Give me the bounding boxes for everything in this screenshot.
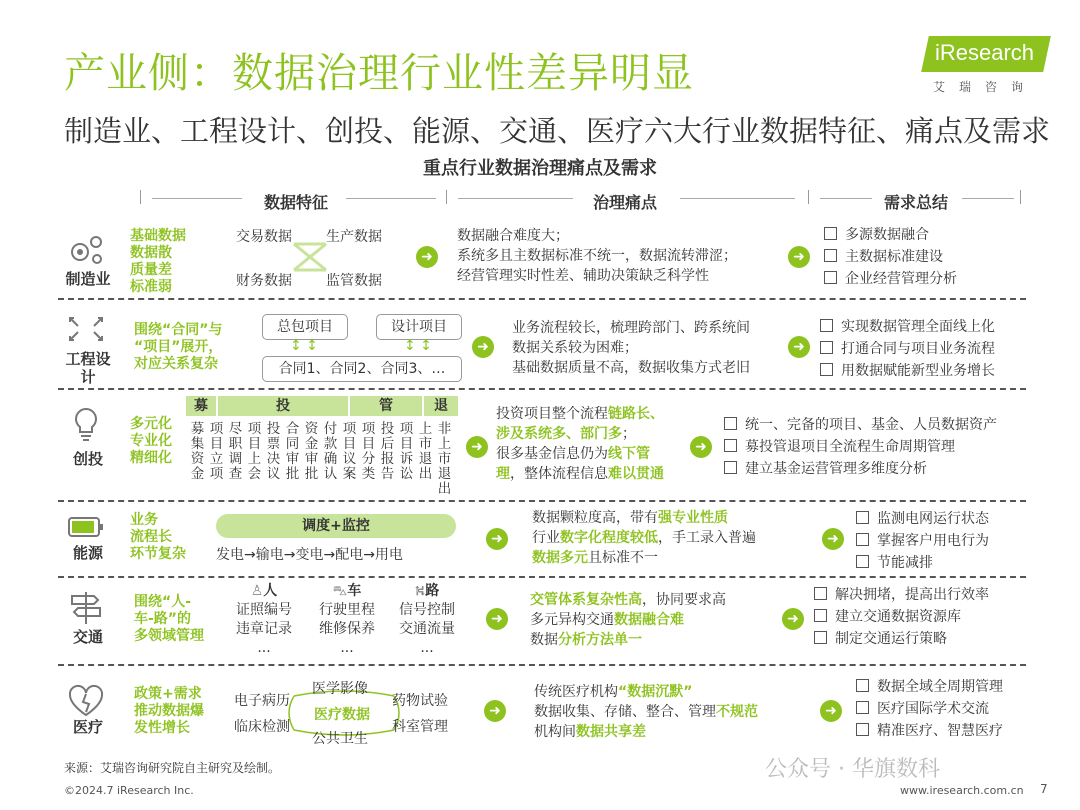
sector-label: 工程设计 [65,350,111,386]
feature-text: 围绕“合同”与 “项目”展开， 对应关系复杂 [134,322,223,372]
source-note: 来源：艾瑞咨询研究院自主研究及绘制。 [64,761,281,775]
vc-process-step: 项目诉讼 [399,421,414,482]
expand-icon [66,314,106,350]
vc-process-step: 项目上会 [247,421,262,482]
header-divider [808,190,809,204]
cross-arrows-icon [290,240,330,278]
vc-process-step: 非上市退出 [437,421,452,497]
logo-sub: 艾瑞咨询 [933,80,1038,94]
bulb-icon [66,406,106,442]
page-title: 产业侧：数据治理行业性差异明显 [64,49,694,97]
medical-item: 药物试验 [392,693,448,709]
header-line [458,198,573,199]
need-list: 监测电网运行状态 掌握客户用电行为 节能减排 [856,508,989,574]
row-separator [58,500,1026,502]
feature-text: 基础数据 数据散 质量差 标准弱 [130,228,186,295]
pain-text: 传统医疗机构“数据沉默” 数据收集、存储、整合、管理不规范 机构间数据共享差 [534,684,758,740]
medical-item: 医学影像 [312,681,368,697]
vc-process-step: 付款确认 [323,421,338,482]
logo-brand: iResearch [935,40,1035,65]
stage-label: 投 [218,396,348,416]
sector-label: 创投 [72,450,103,468]
car-icon: ⛍ [332,583,348,599]
vc-process-step: 投票决议 [266,421,281,482]
website: www.iresearch.com.cn [900,784,1024,797]
vc-process-step: 项目议案 [342,421,357,482]
chart-title: 重点行业数据治理痛点及需求 [423,158,657,179]
medical-data-map [234,676,464,750]
person-icon: ♙ [250,583,264,599]
stage-label: 退 [424,396,458,416]
header-divider [446,190,447,204]
vc-process-step: 上市退出 [418,421,433,482]
vc-process-step: 项目立项 [209,421,224,482]
header-line [680,198,795,199]
page-number: 7 [1040,782,1048,796]
need-list: 解决拥堵，提高出行效率 建立交通数据资源库 制定交通运行策略 [814,584,989,650]
copyright: ©2024.7 iResearch Inc. [64,784,194,797]
header-pain: 治理痛点 [592,193,657,212]
arrow-right-icon: ➜ [466,436,488,458]
feature-text: 政策+需求 推动数据爆 发性增长 [134,686,204,736]
link-arrows: ↕ ↕ [404,338,432,354]
header-line [962,198,1014,199]
vc-process-step: 资金审批 [304,421,319,482]
need-list: 多源数据融合 主数据标准建设 企业经营管理分析 [824,224,957,290]
row-separator [58,388,1026,390]
flow-node: 监管数据 [326,273,382,289]
pain-text: 数据融合难度大； 系统多且主数据标准不统一，数据流转滞涩； 经营管理实时性差、辅助决策缺乏科学性 [457,228,737,284]
header-line [152,198,242,199]
header-needs: 需求总结 [883,193,948,212]
medical-center: 医疗数据 [314,707,370,723]
stage-label: 管 [350,396,422,416]
row-separator [58,576,1026,578]
dispatch-bar: 调度+监控 [216,514,456,538]
medical-item: 公共卫生 [312,731,368,747]
page-subtitle: 制造业、工程设计、创投、能源、交通、医疗六大行业数据特征、痛点及需求 [64,114,1051,148]
project-box: 总包项目 [262,314,348,340]
row-separator [58,664,1026,666]
arrow-right-icon: ➜ [472,336,494,358]
sector-label: 能源 [72,544,103,562]
vc-process-step: 合同审批 [285,421,300,482]
heart-icon [66,684,106,720]
row-separator [58,298,1026,300]
arrow-right-icon: ➜ [690,436,712,458]
car-column: ⛍车 行驶里程 维修保养 ... [319,583,375,656]
medical-item: 电子病历 [234,693,290,709]
sector-label: 医疗 [72,718,103,736]
arrow-right-icon: ➜ [822,528,844,550]
feature-text: 围绕“人- 车-路”的 多领域管理 [134,594,204,644]
gears-icon [66,232,106,268]
road-icon: ⛕ [414,583,426,599]
pain-text: 交管体系复杂性高，协同要求高 多元异构交通数据融合难 数据分析方法单一 [530,592,726,648]
flow-node: 财务数据 [236,273,292,289]
iresearch-logo [925,36,1055,96]
need-list: 实现数据管理全面线上化 打通合同与项目业务流程 用数据赋能新型业务增长 [820,316,995,382]
pain-text: 数据颗粒度高，带有强专业性质 行业数字化程度较低，手工录入普遍 数据多元且标准不一 [532,510,756,566]
need-list: 数据全域全周期管理 医疗国际学术交流 精准医疗、智慧医疗 [856,676,1003,742]
header-line [820,198,872,199]
arrow-right-icon: ➜ [820,700,842,722]
sector-label: 交通 [72,628,103,646]
header-divider [1020,190,1021,204]
medical-item: 科室管理 [392,719,448,735]
feature-text: 业务 流程长 环节复杂 [130,512,186,562]
road-column: ⛕路 信号控制 交通流量 ... [399,583,455,656]
pain-text: 业务流程较长，梳理跨部门、跨系统间 数据关系较为困难； 基础数据质量不高，数据收集方式老旧 [512,320,750,376]
contract-box: 合同1、合同2、合同3、… [262,356,462,382]
vc-process-step: 募集资金 [190,421,205,482]
signpost-icon [66,590,106,626]
people-column: ♙人 证照编号 违章记录 ... [236,583,292,656]
link-arrows: ↕ ↕ [290,338,318,354]
vc-process-step: 投后报告 [380,421,395,482]
feature-text: 多元化 专业化 精细化 [130,416,172,466]
arrow-right-icon: ➜ [486,608,508,630]
stage-label: 募 [186,396,216,416]
sector-label: 制造业 [65,270,111,288]
medical-item: 临床检测 [234,719,290,735]
pain-text: 投资项目整个流程链路长、 涉及系统多、部门多； 很多基金信息仍为线下管 理，整体流程信息难以贯通 [496,406,664,482]
flow-node: 交易数据 [236,229,292,245]
header-line [346,198,436,199]
flow-node: 生产数据 [326,229,382,245]
header-divider [140,190,141,204]
arrow-right-icon: ➜ [486,528,508,550]
watermark: 公众号 · 华旗数科 [765,757,940,782]
need-list: 统一、完备的项目、基金、人员数据资产 募投管退项目全流程生命周期管理 建立基金运营管理多维度分析 [724,414,997,480]
arrow-right-icon: ➜ [484,700,506,722]
vc-process-step: 项目分类 [361,421,376,482]
project-box: 设计项目 [376,314,462,340]
arrow-right-icon: ➜ [416,246,438,268]
arrow-right-icon: ➜ [788,336,810,358]
energy-chain: 发电→输电→变电→配电→用电 [216,547,403,563]
header-features: 数据特征 [263,193,328,212]
arrow-right-icon: ➜ [782,608,804,630]
arrow-right-icon: ➜ [788,246,810,268]
vc-process-step: 尽职调查 [228,421,243,482]
